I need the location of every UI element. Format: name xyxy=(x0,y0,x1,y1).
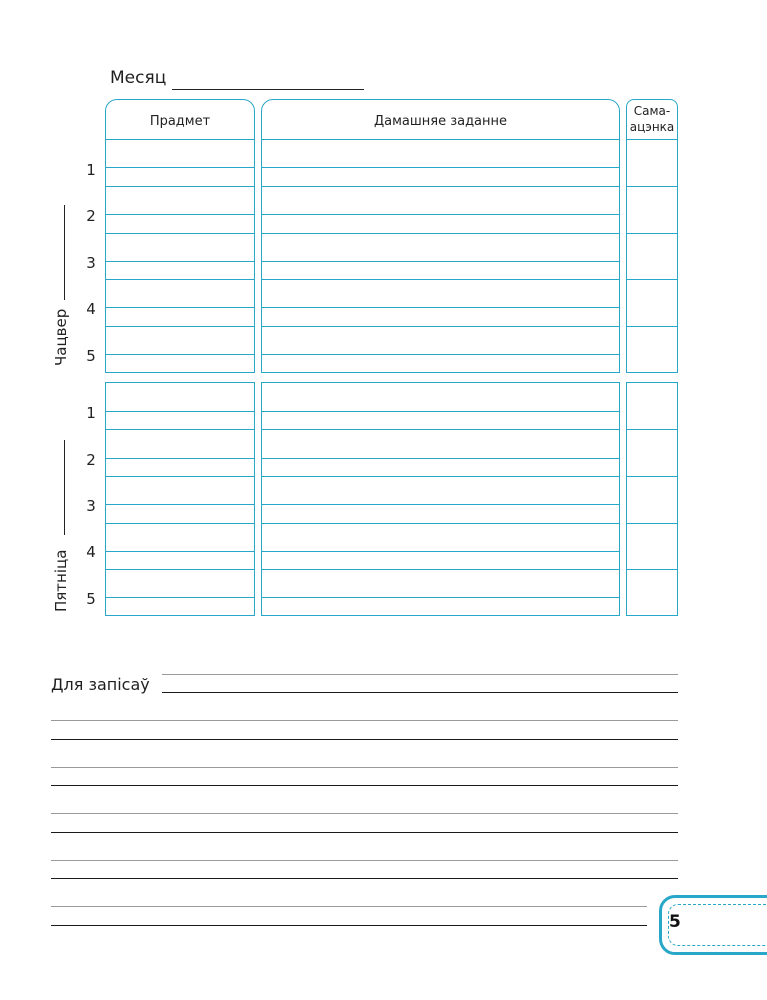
notes-writing-line[interactable] xyxy=(51,739,678,740)
notes-guide-line xyxy=(51,906,647,907)
notes-writing-line[interactable] xyxy=(51,832,678,833)
lesson-number: 3 xyxy=(86,254,96,272)
notes-guide-line xyxy=(162,674,678,675)
subject-column-friday xyxy=(105,382,255,616)
day-label-thursday: Чацвер xyxy=(52,308,70,366)
day-date-line-thursday[interactable] xyxy=(64,205,65,300)
lesson-number: 5 xyxy=(86,590,96,608)
homework-column-thursday xyxy=(261,99,620,373)
lesson-number: 1 xyxy=(86,161,96,179)
subject-column-thursday xyxy=(105,99,255,373)
notes-guide-line xyxy=(51,720,678,721)
self-assessment-column-thursday xyxy=(626,99,678,373)
homework-column-friday xyxy=(261,382,620,616)
self-assessment-column-friday xyxy=(626,382,678,616)
lesson-number: 5 xyxy=(86,347,96,365)
homework-header: Дамашняе заданне xyxy=(373,114,508,129)
lesson-number: 4 xyxy=(86,300,96,318)
lesson-number: 4 xyxy=(86,543,96,561)
self-assessment-header-line2: ацэнка xyxy=(629,120,675,134)
notes-guide-line xyxy=(51,860,678,861)
lesson-number: 2 xyxy=(86,207,96,225)
notes-guide-line xyxy=(51,767,678,768)
notes-label: Для запісаў xyxy=(51,675,150,694)
month-label: Месяц xyxy=(110,68,167,88)
notes-writing-line[interactable] xyxy=(162,692,678,693)
lesson-number: 3 xyxy=(86,497,96,515)
lesson-number: 1 xyxy=(86,404,96,422)
lesson-number: 2 xyxy=(86,451,96,469)
self-assessment-header-line1: Сама- xyxy=(633,104,671,118)
notes-guide-line xyxy=(51,813,678,814)
subject-header: Прадмет xyxy=(149,114,211,129)
day-label-friday: Пятніца xyxy=(52,549,70,612)
notes-writing-line[interactable] xyxy=(51,925,647,926)
day-date-line-friday[interactable] xyxy=(64,440,65,535)
notes-writing-line[interactable] xyxy=(51,878,678,879)
page-number: 5 xyxy=(669,912,681,932)
notes-writing-line[interactable] xyxy=(51,785,678,786)
month-field[interactable] xyxy=(172,89,364,90)
